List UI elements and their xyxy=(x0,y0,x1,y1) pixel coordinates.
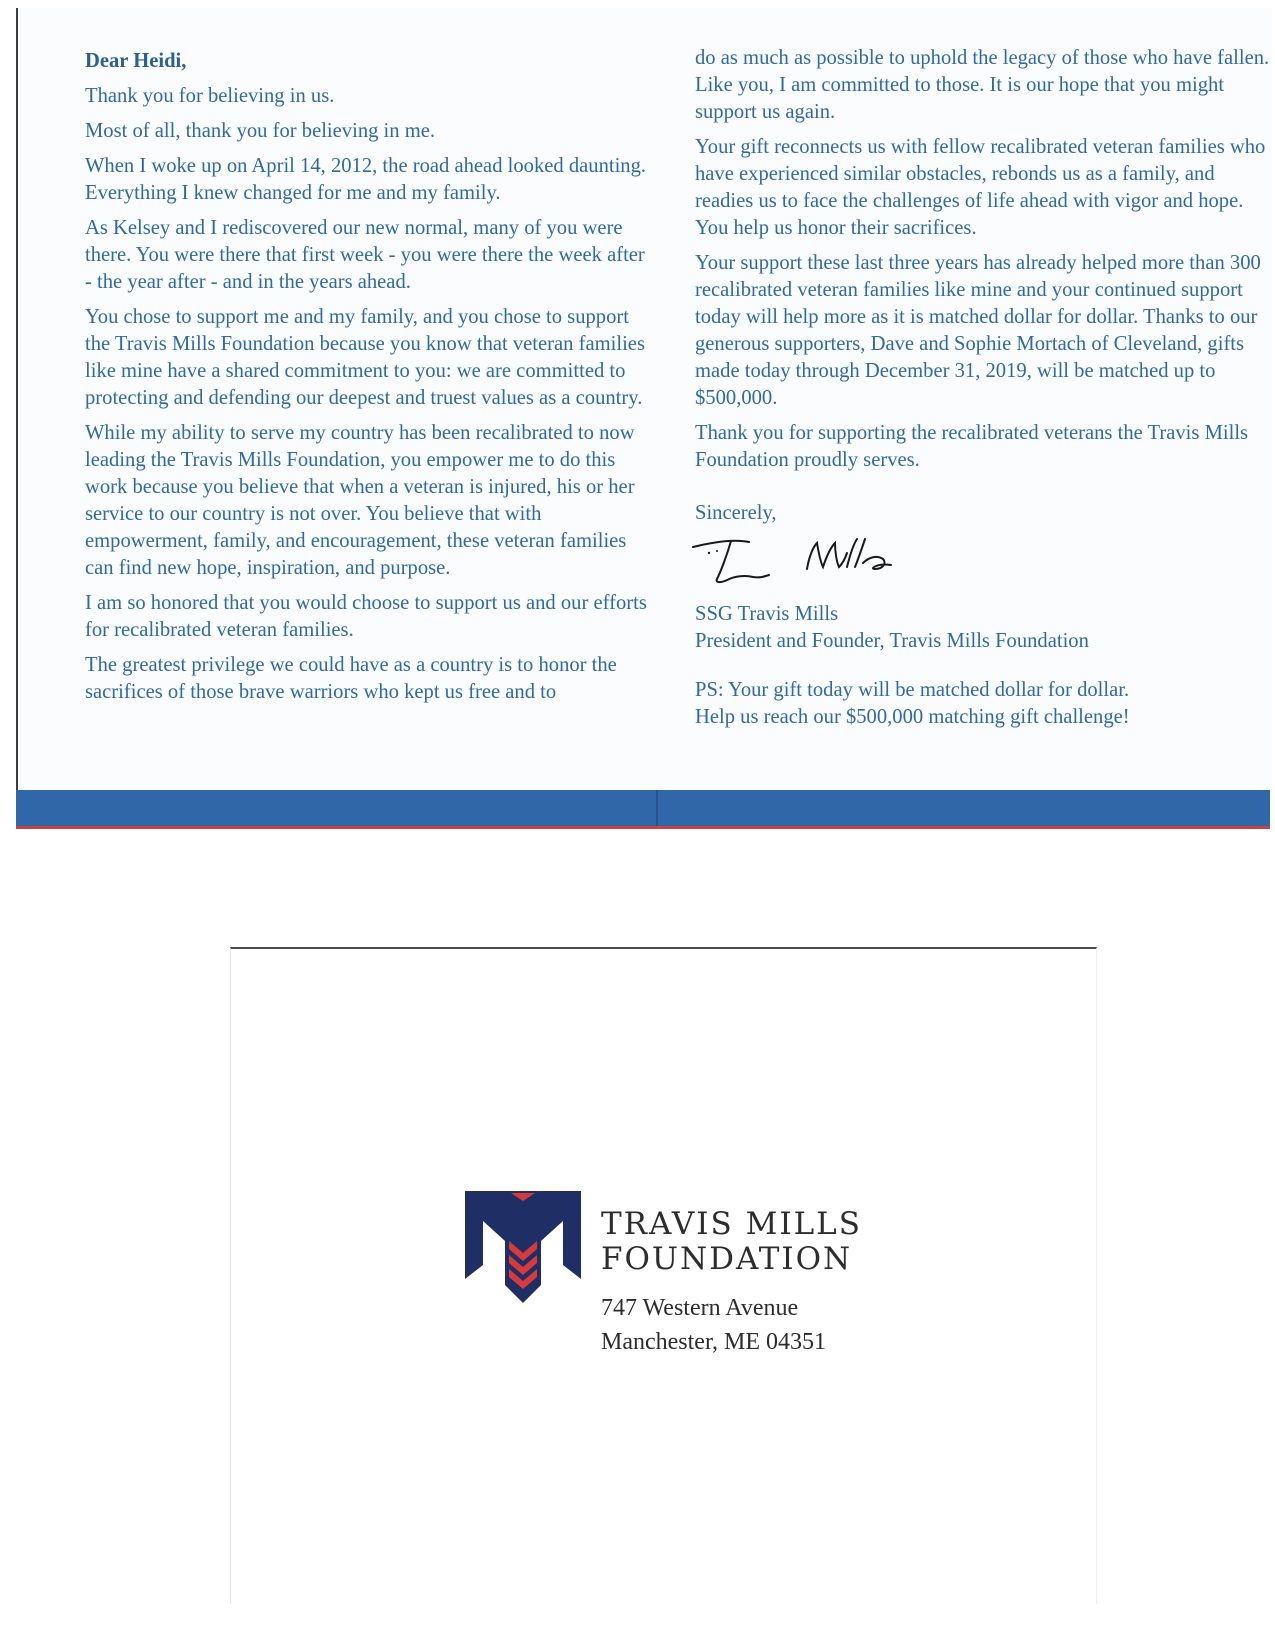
closing: Sincerely, xyxy=(695,502,777,524)
blue-red-band xyxy=(16,790,1270,829)
foundation-logo-icon xyxy=(463,1191,583,1303)
paragraph: As Kelsey and I rediscovered our new normal, many of you were there. You were there that first week - you were there the week after - the year after - and in the years ahead. xyxy=(85,217,645,293)
postscript xyxy=(695,677,1270,731)
ps-line: Help us reach our $500,000 matching gift challenge! xyxy=(695,706,1130,728)
handwritten-signature xyxy=(687,533,927,595)
address-street: 747 Western Avenue xyxy=(601,1295,799,1321)
letter-left-column xyxy=(85,48,655,714)
signer-title: President and Founder, Travis Mills Foundation xyxy=(695,630,1089,652)
paragraph: Thank you for believing in us. xyxy=(85,85,335,107)
paragraph: The greatest privilege we could have as a country is to honor the sacrifices of those brave warriors who kept us free and to xyxy=(85,654,617,703)
signature-block xyxy=(695,500,1270,655)
org-name-line: TRAVIS MILLS xyxy=(601,1206,862,1242)
fold-line xyxy=(656,790,658,826)
paragraph: You chose to support me and my family, and you chose to support the Travis Mills Foundation because you know that veteran families like mine have a shared commitment to you: we are committed to protecting and defending our deepest and truest values as a country. xyxy=(85,306,645,409)
address-city: Manchester, ME 04351 xyxy=(601,1329,826,1355)
paragraph: When I woke up on April 14, 2012, the road ahead looked daunting. Everything I knew changed for me and my family. xyxy=(85,155,647,204)
letter-card xyxy=(16,8,1272,826)
paragraph: While my ability to serve my country has been recalibrated to now leading the Travis Mills Foundation, you empower me to do this work because you believe that when a veteran is injured, his or her service to our country is not over. You believe that with empowerment, family, and encouragement, these veteran families can find new hope, inspiration, and purpose. xyxy=(85,422,635,579)
salutation: Dear Heidi, xyxy=(85,50,187,72)
organization-name xyxy=(601,1207,862,1277)
paragraph: I am so honored that you would choose to support us and our efforts for recalibrated veteran families. xyxy=(85,592,647,641)
paragraph: Your gift reconnects us with fellow recalibrated veteran families who have experienced similar obstacles, rebonds us as a family, and readies us to face the challenges of life ahead with vigor and hope. You help us honor their sacrifices. xyxy=(695,136,1266,239)
paragraph: Thank you for supporting the recalibrated veterans the Travis Mills Foundation proudly serves. xyxy=(695,422,1249,471)
ps-line: PS: Your gift today will be matched dollar for dollar. xyxy=(695,679,1130,701)
return-envelope xyxy=(230,947,1097,1604)
paragraph: Most of all, thank you for believing in me. xyxy=(85,120,436,142)
letter-right-column xyxy=(695,45,1270,731)
paragraph: do as much as possible to uphold the legacy of those who have fallen. Like you, I am committed to those. It is our hope that you might support us again. xyxy=(695,47,1270,123)
org-name-line: FOUNDATION xyxy=(601,1241,853,1277)
paragraph: Your support these last three years has already helped more than 300 recalibrated veteran families like mine and your continued support today will help more as it is matched dollar for dollar. Thanks to our generous supporters, Dave and Sophie Mortach of Cleveland, gifts made today through December 31, 2019, will be matched up to $500,000. xyxy=(695,252,1261,409)
signer-name: SSG Travis Mills xyxy=(695,603,839,625)
mailing-address xyxy=(601,1291,826,1359)
